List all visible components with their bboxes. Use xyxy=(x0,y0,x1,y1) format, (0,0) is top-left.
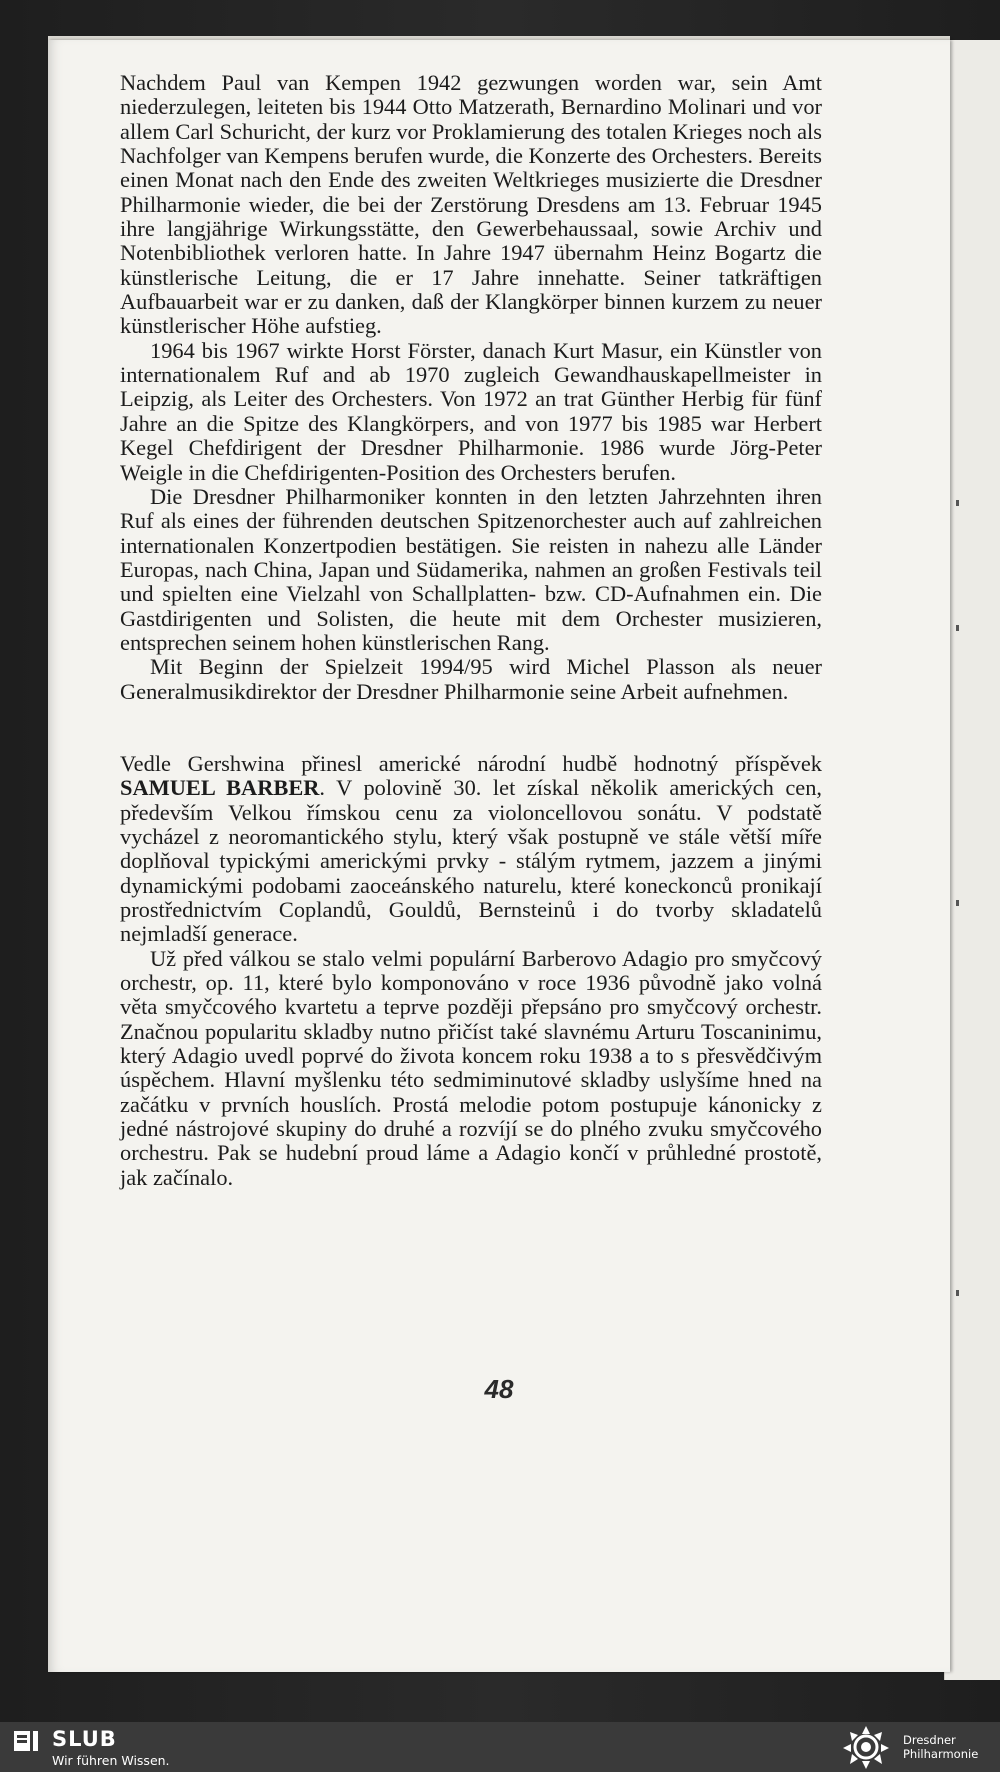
paragraph-de-1: Nachdem Paul van Kempen 1942 gezwungen worden war, sein Amt niederzulegen, leiteten bis 1944 Otto Matzerath, Bernardino Molinari und vor allem Carl Schuricht, der kurz vor Proklamierung des totalen Krieges noch als Nachfolger van Kempens berufen wurde, die Konzerte des Orchesters. Bereits einen Monat nach den Ende des zweiten Weltkrieges musizierte die Dresdner Philharmonie wieder, die bei der Zerstörung Dresdens am 13. Februar 1945 ihre langjährige Wirkungsstätte, den Gewerbehaussaal, sowie Archiv und Notenbibliothek verloren hatte. In Jahre 1947 übernahm Heinz Bogartz die künstlerische Leitung, die er 17 Jahre innehatte. Seiner tatkräftigen Aufbauarbeit war er zu danken, daß der Klangkörper binnen kurzem zu neuer künstlerischer Höhe aufstieg. xyxy=(120,70,822,339)
scan-mark xyxy=(956,1290,959,1296)
viewer-footer xyxy=(0,1722,1000,1772)
library-name[interactable]: SLUB xyxy=(52,1727,117,1751)
article-text xyxy=(120,71,822,1190)
partner-name-line-2: Philharmonie xyxy=(903,1747,979,1761)
paragraph-de-4: Mit Beginn der Spielzeit 1994/95 wird Michel Plasson als neuer Generalmusikdirektor der Dresdner Philharmonie seine Arbeit aufnehmen. xyxy=(120,654,822,704)
scan-mark xyxy=(956,625,959,631)
paragraph-de-3: Die Dresdner Philharmoniker konnten in den letzten Jahrzehnten ihren Ruf als eines der führenden deutschen Spitzenorchester auch auf zahlreichen internationalen Konzertpodien bestätigen. Sie reisten in nahezu alle Länder Europas, nach China, Japan und Südamerika, nahmen an großen Festivals teil und spielten eine Vielzahl von Schallplatten- bzw. CD-Aufnahmen ein. Die Gastdirigenten und Solisten, die heute mit dem Orchester musizieren, entsprechen seinem hohen künstlerischen Rang. xyxy=(120,483,822,655)
library-tagline: Wir führen Wissen. xyxy=(52,1753,170,1768)
partner-name-line-1: Dresdner xyxy=(903,1733,956,1747)
philharmonie-logo-icon[interactable] xyxy=(840,1724,892,1770)
slub-logo-icon[interactable] xyxy=(14,1731,38,1751)
scan-mark xyxy=(956,900,959,906)
scan-mark xyxy=(956,500,959,506)
partner-name xyxy=(903,1733,978,1761)
next-page-edge xyxy=(944,40,1000,1680)
paragraph-cz-1-rest: . V polovině 30. let získal několik amerických cen, především Velkou římskou cenu za violoncellovou sonátu. V podstatě vycházel z neoromantického stylu, který však postupně ve stále větší míře doplňoval typickými americkými prvky - stálým rytmem, jazzem a jinými dynamickými podobami zaoceánského naturelu, které koneckonců pronikají prostřednictvím Coplandů, Gouldů, Bernsteinů i do tvorby skladatelů nejmladší generace. xyxy=(120,775,822,947)
paragraph-cz-2: Už před válkou se stalo velmi populární Barberovo Adagio pro smyčcový orchestr, op. 11, které bylo komponováno v roce 1936 původně jako volná věta smyčcového kvartetu a teprve později přepsáno pro smyčcový orchestr. Značnou popularitu skladby nutno přičíst také slavnému Arturu Toscaninimu, který Adagio uvedl poprvé do života koncem roku 1938 a to s přesvědčivým úspěchem. Hlavní myšlenku této sedmiminutové skladby uslyšíme hned na začátku v prvních houslích. Prostá melodie potom postupuje kánonicky z jedné nástrojové skupiny do druhé a rozvíjí se do plného zvuku smyčcového orchestru. Pak se hudební proud láme a Adagio končí v průhledné prostotě, jak začínalo. xyxy=(120,945,822,1190)
composer-name: SAMUEL BARBER xyxy=(120,775,320,801)
page-number: 48 xyxy=(484,1374,514,1404)
paragraph-cz-1 xyxy=(120,752,822,947)
paragraph-cz-1-start: Vedle Gershwina přinesl americké národní hudbě hodnotný příspěvek xyxy=(120,750,822,776)
paragraph-de-2: 1964 bis 1967 wirkte Horst Förster, danach Kurt Masur, ein Künstler von internationalem Ruf and ab 1970 zugleich Gewandhauskapellmeister in Leipzig, als Leiter des Orchesters. Von 1972 an trat Günther Herbig für fünf Jahre an die Spitze des Klangkörpers, and von 1977 bis 1985 war Herbert Kegel Chefdirigent der Dresdner Philharmonie. 1986 wurde Jörg-Peter Weigle in die Chefdirigenten-Position des Orchesters berufen. xyxy=(120,337,822,485)
